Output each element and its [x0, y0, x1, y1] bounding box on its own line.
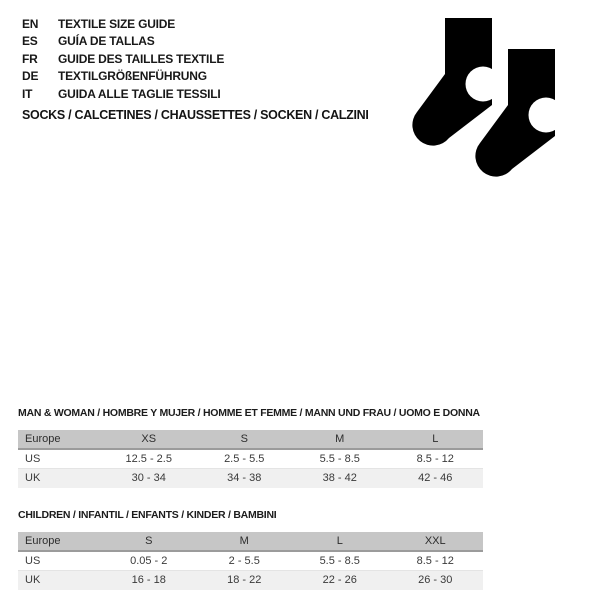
language-label: GUIDE DES TAILLES TEXTILE [58, 51, 225, 66]
table-title: CHILDREN / INFANTIL / ENFANTS / KINDER / BAMBINI [18, 509, 277, 521]
header-cell-size: S [145, 535, 153, 547]
language-code: FR [22, 51, 38, 66]
header-cell-size: L [432, 433, 439, 445]
row-label: UK [25, 574, 41, 586]
size-table-children [18, 509, 483, 590]
table-row-us [18, 552, 483, 571]
size-table-man-woman [18, 407, 483, 488]
table-header-row [18, 532, 483, 552]
header-cell-size: S [240, 433, 248, 445]
size-cell: 5.5 - 8.5 [319, 453, 360, 465]
language-row-it [22, 85, 224, 103]
language-row-fr [22, 50, 224, 68]
header-cell-size: XXL [424, 535, 446, 547]
row-label: UK [25, 472, 41, 484]
language-guide-block [22, 15, 224, 103]
header-cell-region: Europe [25, 535, 61, 547]
language-code: IT [22, 86, 33, 101]
size-cell: 16 - 18 [131, 574, 166, 586]
table-header-row [18, 430, 483, 450]
language-code: EN [22, 16, 39, 31]
size-cell: 8.5 - 12 [416, 555, 454, 567]
table-row-uk [18, 571, 483, 590]
size-cell: 18 - 22 [227, 574, 262, 586]
language-code: ES [22, 34, 38, 49]
size-cell: 5.5 - 8.5 [319, 555, 360, 567]
language-label: TEXTILE SIZE GUIDE [58, 16, 176, 31]
size-cell: 42 - 46 [418, 472, 453, 484]
size-cell: 2 - 5.5 [228, 555, 260, 567]
header-cell-size: L [336, 535, 343, 547]
header-cell-size: M [239, 535, 249, 547]
size-cell: 34 - 38 [227, 472, 262, 484]
size-cell: 0.05 - 2 [130, 555, 168, 567]
size-cell: 12.5 - 2.5 [125, 453, 172, 465]
table-row-uk [18, 469, 483, 488]
language-row-en [22, 15, 224, 33]
row-label: US [25, 555, 41, 567]
category-title: SOCKS / CALCETINES / CHAUSSETTES / SOCKEN / CALZINI [22, 108, 369, 122]
size-cell: 8.5 - 12 [416, 453, 454, 465]
size-cell: 26 - 30 [418, 574, 453, 586]
size-cell: 30 - 34 [131, 472, 166, 484]
language-row-de [22, 68, 224, 86]
language-label: TEXTILGRÖßENFÜHRUNG [58, 69, 207, 84]
socks-icon [405, 8, 565, 188]
language-label: GUIDA ALLE TAGLIE TESSILI [58, 86, 221, 101]
size-cell: 2.5 - 5.5 [224, 453, 265, 465]
size-cell: 22 - 26 [322, 574, 357, 586]
language-label: GUÍA DE TALLAS [58, 34, 155, 49]
header-cell-size: M [335, 433, 345, 445]
header-cell-size: XS [141, 433, 157, 445]
language-row-es [22, 33, 224, 51]
table-row-us [18, 450, 483, 469]
header-cell-region: Europe [25, 433, 61, 445]
size-cell: 38 - 42 [322, 472, 357, 484]
row-label: US [25, 453, 41, 465]
language-code: DE [22, 69, 39, 84]
table-title: MAN & WOMAN / HOMBRE Y MUJER / HOMME ET FEMME / MANN UND FRAU / UOMO E DONNA [18, 407, 480, 419]
